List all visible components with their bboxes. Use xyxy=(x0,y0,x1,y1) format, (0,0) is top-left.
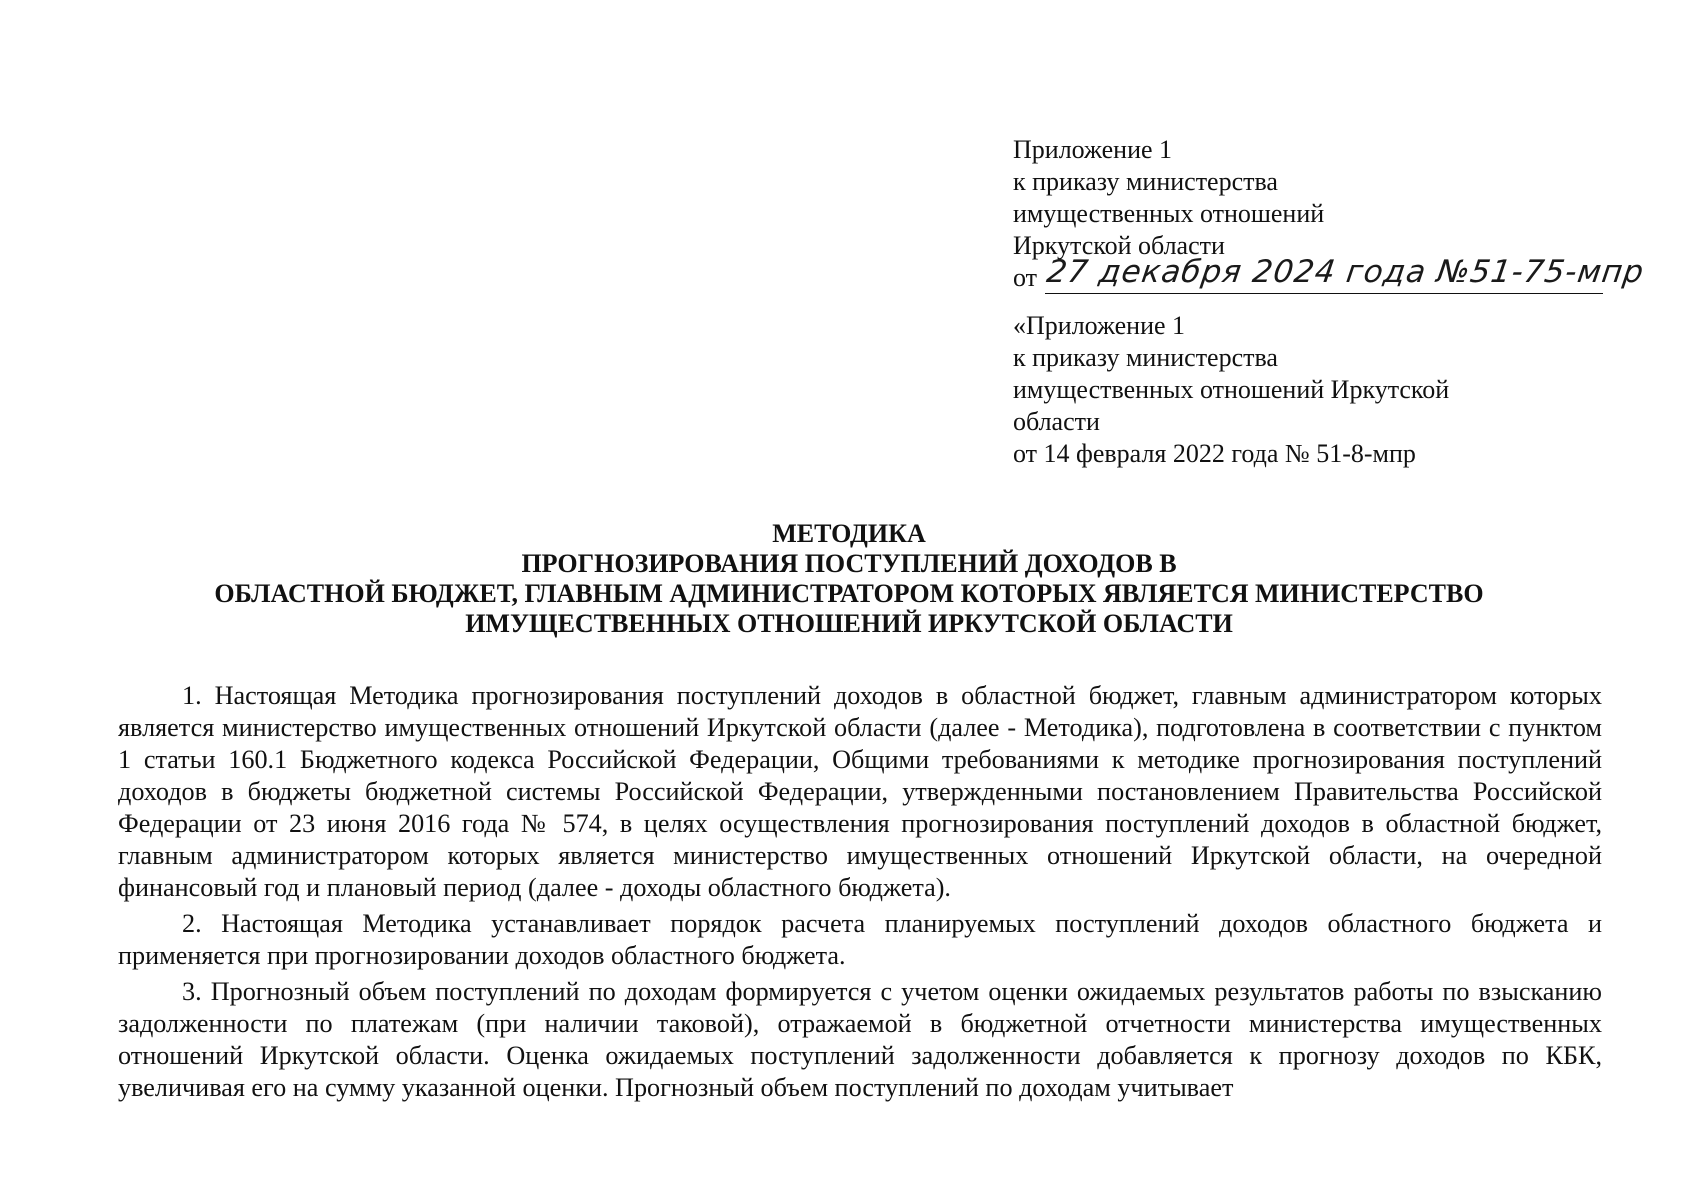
paragraph-2: 2. Настоящая Методика устанавливает порядок расчета планируемых поступлений доходов областного бюджета и применяется при прогнозировании доходов областного бюджета. xyxy=(118,909,1602,970)
document-body xyxy=(118,680,1602,1104)
previous-appendix-line: области xyxy=(1013,407,1100,436)
paragraph-3: 3. Прогнозный объем поступлений по доходам формируется с учетом оценки ожидаемых результатов работы по взысканию задолженности по платежам (при наличии таковой), отражаемой в бюджетной отчетности министерства имущественных отношений Иркутской области. Оценка ожидаемых поступлений задолженности добавляется к прогнозу доходов по КБК, увеличивая его на сумму указанной оценки. Прогнозный объем поступлений по доходам учитывает xyxy=(118,977,1602,1102)
handwritten-order-date: 27 декабря 2024 года №51-75-мпр xyxy=(1044,254,1647,290)
order-prefix: от xyxy=(1013,263,1038,292)
appendix-line: к приказу министерства xyxy=(1013,167,1278,196)
title-line: ОБЛАСТНОЙ БЮДЖЕТ, ГЛАВНЫМ АДМИНИСТРАТОРОМ КОТОРЫХ ЯВЛЯЕТСЯ МИНИСТЕРСТВО xyxy=(214,579,1484,608)
order-date-line xyxy=(1013,254,1653,302)
appendix-line: Иркутской области xyxy=(1013,231,1225,260)
title-line: МЕТОДИКА xyxy=(772,519,926,548)
previous-appendix-line: от 14 февраля 2022 года № 51-8-мпр xyxy=(1013,439,1416,468)
appendix-line: имущественных отношений xyxy=(1013,199,1325,228)
previous-appendix-line: к приказу министерства xyxy=(1013,343,1278,372)
paragraph-1: 1. Настоящая Методика прогнозирования поступлений доходов в областной бюджет, главным администратором которых является министерство имущественных отношений Иркутской области (далее - Методика), подготовлена в соответствии с пунктом 1 статьи 160.1 Бюджетного кодекса Российской Федерации, Общими требованиями к методике прогнозирования поступлений доходов в бюджеты бюджетной системы Российской Федерации, утвержденными постановлением Правительства Российской Федерации от 23 июня 2016 года № 574, в целях осуществления прогнозирования поступлений доходов в областной бюджет, главным администратором которых является министерство имущественных отношений Иркутской области, на очередной финансовый год и плановый период (далее - доходы областного бюджета). xyxy=(118,681,1602,902)
signature-underline xyxy=(1045,293,1603,294)
title-line: ПРОГНОЗИРОВАНИЯ ПОСТУПЛЕНИЙ ДОХОДОВ В xyxy=(521,549,1177,578)
previous-appendix-line: «Приложение 1 xyxy=(1013,311,1186,340)
appendix-line: Приложение 1 xyxy=(1013,135,1173,164)
previous-appendix-line: имущественных отношений Иркутской xyxy=(1013,375,1450,404)
document-title xyxy=(0,519,1698,639)
appendix-block xyxy=(1013,134,1653,470)
title-line: ИМУЩЕСТВЕННЫХ ОТНОШЕНИЙ ИРКУТСКОЙ ОБЛАСТИ xyxy=(465,609,1233,638)
